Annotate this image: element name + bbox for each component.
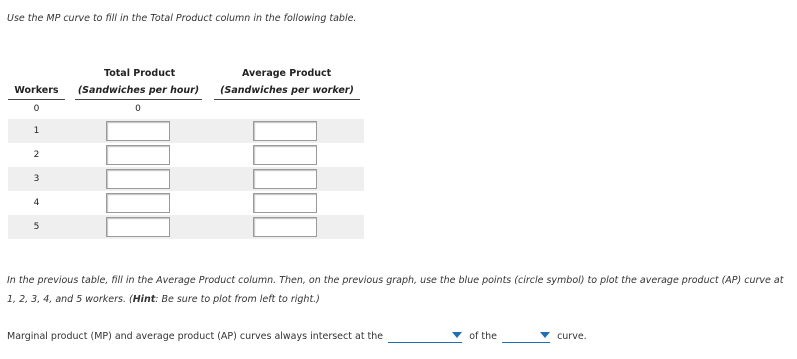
total-product-input[interactable] xyxy=(106,121,170,141)
question-prefix: Marginal product (MP) and average product (AP) curves always intersect at the xyxy=(7,331,384,342)
table-row xyxy=(8,191,364,215)
table-row xyxy=(8,167,364,191)
header-rule-total xyxy=(75,99,202,100)
total-product-input[interactable] xyxy=(106,145,170,165)
total-product-input[interactable] xyxy=(106,193,170,213)
workers-cell: 5 xyxy=(33,222,40,232)
header-rule-average xyxy=(214,99,360,100)
workers-cell: 1 xyxy=(33,126,40,136)
workers-cell: 3 xyxy=(33,174,40,184)
dropdown-arrow-icon xyxy=(540,332,550,338)
curve-dropdown[interactable] xyxy=(502,330,550,343)
header-total-product: Total Product xyxy=(104,68,176,79)
table-row xyxy=(8,101,364,117)
dropdown-arrow-icon xyxy=(452,332,462,338)
hint-label: Hint xyxy=(132,294,156,305)
table-row xyxy=(8,143,364,167)
total-product-cell: 0 xyxy=(135,104,141,114)
average-product-input[interactable] xyxy=(253,217,317,237)
intersection-point-dropdown[interactable] xyxy=(388,330,462,343)
average-product-instructions xyxy=(7,271,787,309)
average-product-input[interactable] xyxy=(253,193,317,213)
hint-text: : Be sure to plot from left to right.) xyxy=(155,294,320,305)
table-row xyxy=(8,215,364,239)
workers-cell: 4 xyxy=(33,198,40,208)
average-product-input[interactable] xyxy=(253,145,317,165)
intersection-question xyxy=(7,330,587,343)
header-average-product: Average Product xyxy=(242,68,332,79)
average-product-input[interactable] xyxy=(253,169,317,189)
header-workers: Workers xyxy=(14,85,59,96)
header-average-product-unit: (Sandwiches per worker) xyxy=(220,85,354,96)
question-middle: of the xyxy=(469,331,497,342)
total-product-input[interactable] xyxy=(106,169,170,189)
header-total-product-unit: (Sandwiches per hour) xyxy=(77,85,200,96)
instructions-text: In the previous table, fill in the Average Product column. Then, on the previous graph, use the blue points (circle symbol) to plot the average product (AP) curve at 1, 2, 3, 4, and 5 workers. ( xyxy=(7,275,784,305)
intro-instruction: Use the MP curve to fill in the Total Product column in the following table. xyxy=(7,13,357,24)
workers-cell: 2 xyxy=(33,150,40,160)
question-suffix: curve. xyxy=(557,331,587,342)
average-product-input[interactable] xyxy=(253,121,317,141)
workers-cell: 0 xyxy=(33,104,40,114)
table-row xyxy=(8,119,364,143)
total-product-input[interactable] xyxy=(106,217,170,237)
header-rule-workers xyxy=(8,99,65,100)
